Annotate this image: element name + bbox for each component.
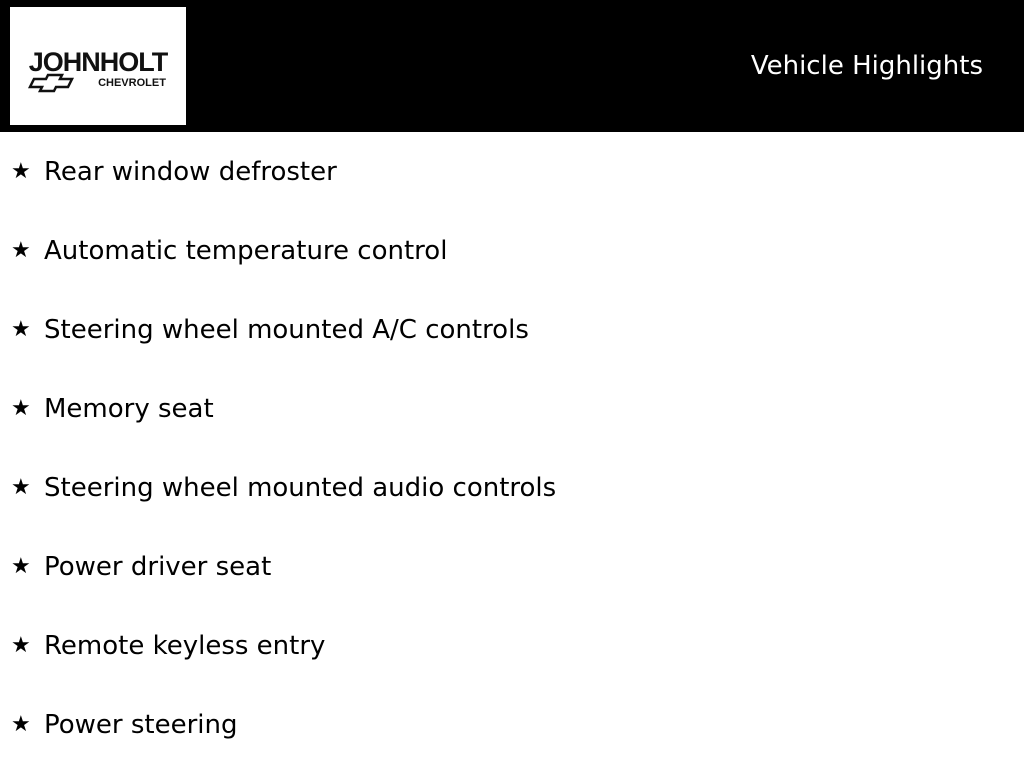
list-item [0, 468, 1024, 508]
list-item [0, 626, 1024, 666]
highlight-label: Steering wheel mounted audio controls [44, 473, 557, 503]
dealer-logo-graphic [10, 7, 186, 125]
highlight-label: Automatic temperature control [44, 236, 448, 266]
star-icon: ★ [11, 554, 31, 579]
star-icon: ★ [11, 238, 31, 263]
list-item [0, 231, 1024, 271]
header-bar [0, 0, 1024, 132]
dealer-logo [10, 7, 186, 125]
page-title: Vehicle Highlights [750, 51, 983, 81]
highlight-label: Steering wheel mounted A/C controls [44, 315, 529, 345]
highlight-label: Remote keyless entry [44, 631, 326, 661]
list-item [0, 152, 1024, 192]
highlight-label: Memory seat [44, 394, 214, 424]
star-icon: ★ [11, 633, 31, 658]
star-icon: ★ [11, 396, 31, 421]
star-icon: ★ [11, 159, 31, 184]
logo-text-secondary: CHEVROLET [98, 77, 166, 89]
star-icon: ★ [11, 317, 31, 342]
list-item [0, 547, 1024, 587]
bowtie-icon [30, 75, 72, 91]
logo-text-primary: JOHNHOLT [28, 47, 168, 77]
list-item [0, 389, 1024, 429]
list-item [0, 705, 1024, 745]
highlight-label: Power driver seat [44, 552, 272, 582]
star-icon: ★ [11, 712, 31, 737]
list-item [0, 310, 1024, 350]
highlight-label: Power steering [44, 710, 238, 740]
star-icon: ★ [11, 475, 31, 500]
highlight-label: Rear window defroster [44, 157, 337, 187]
